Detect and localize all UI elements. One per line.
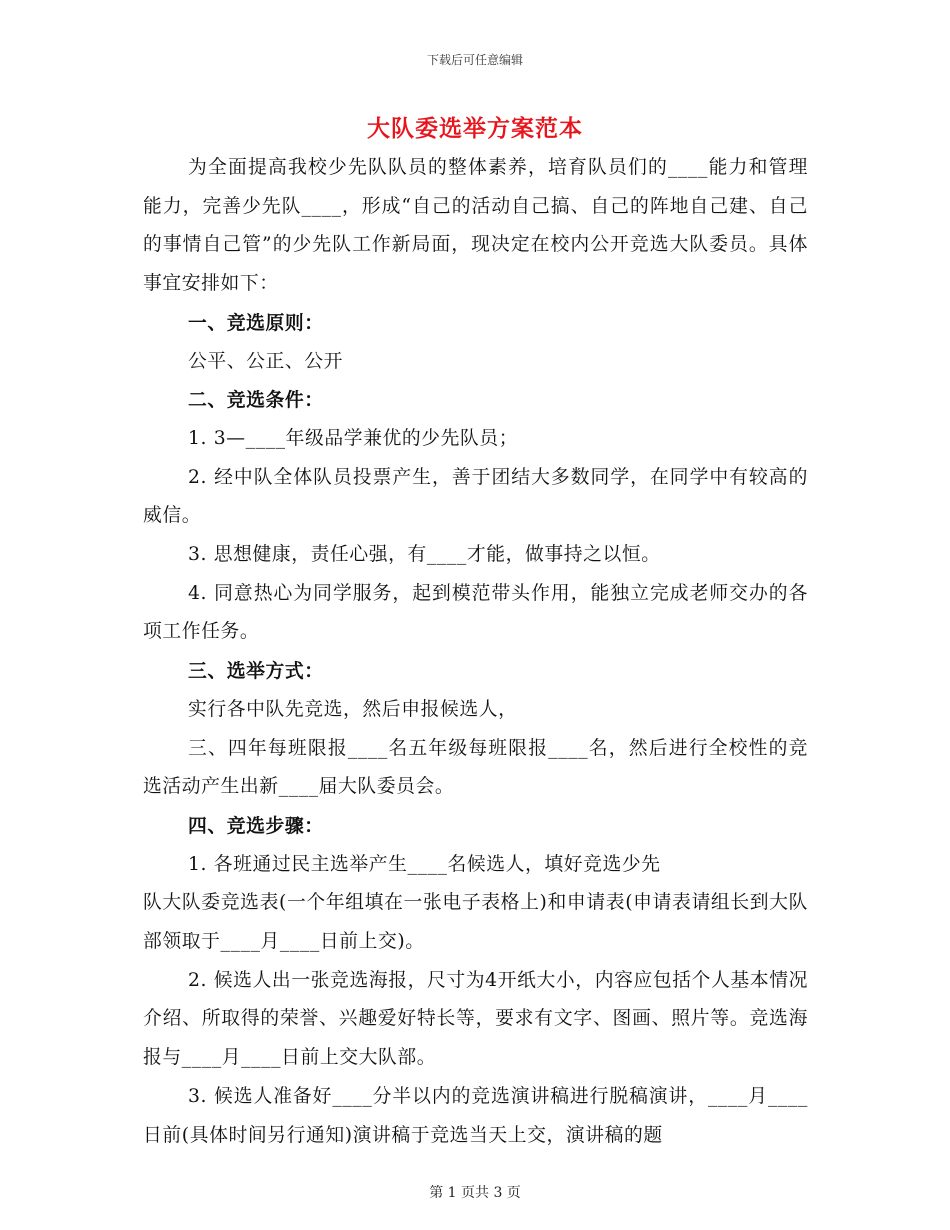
intro-paragraph: 为全面提高我校少先队队员的整体素养，培育队员们的____能力和管理能力，完善少先队____，形成“自己的活动自己搞、自己的阵地自己建、自己的事情自己管”的少先队工作新局面，现决定在校内公开竞选大队委员。具体事宜安排如下： xyxy=(143,157,808,295)
condition-item-2: 2. 经中队全体队员投票产生，善于团结大多数同学，在同学中有较高的威信。 xyxy=(143,466,808,527)
method-paragraph-1: 实行各中队先竞选，然后申报候选人， xyxy=(188,698,518,720)
section-heading-method: 三、选举方式： xyxy=(188,660,324,683)
condition-item-1: 1. 3—____年级品学兼优的少先队员； xyxy=(188,427,519,449)
section-heading-principles: 一、竞选原则： xyxy=(188,311,324,334)
condition-item-3: 3. 思想健康，责任心强，有____才能，做事持之以恒。 xyxy=(188,544,661,566)
principles-text: 公平、公正、公开 xyxy=(188,350,344,372)
step-1-line-1: 1. 各班通过民主选举产生____名候选人，填好竞选少先 xyxy=(188,853,661,875)
condition-item-4: 4. 同意热心为同学服务，起到模范带头作用，能独立完成老师交办的各项工作任务。 xyxy=(143,582,808,643)
document-title: 大队委选举方案范本 xyxy=(367,115,583,142)
document-body xyxy=(143,149,808,1155)
step-1-line-2: 队大队委竞选表(一个年组填在一张电子表格上)和申请表(申请表请组长到大队部领取于____月____日前上交)。 xyxy=(143,892,808,953)
step-3-paragraph: 3. 候选人准备好____分半以内的竞选演讲稿进行脱稿演讲，____月____日前(具体时间另行通知)演讲稿于竞选当天上交，演讲稿的题 xyxy=(143,1085,808,1146)
method-paragraph-2: 三、四年每班限报____名五年级每班限报____名，然后进行全校性的竞选活动产生出新____届大队委员会。 xyxy=(143,737,808,798)
page-footer-number: 第 1 页共 3 页 xyxy=(429,1185,521,1201)
section-heading-conditions: 二、竞选条件： xyxy=(188,389,324,412)
step-2-paragraph: 2. 候选人出一张竞选海报，尺寸为4开纸大小，内容应包括个人基本情况介绍、所取得的荣誉、兴趣爱好特长等，要求有文字、图画、照片等。竞选海报与____月____日前上交大队部。 xyxy=(143,969,808,1069)
page-header-note: 下载后可任意编辑 xyxy=(426,53,523,67)
section-heading-steps: 四、竞选步骤： xyxy=(188,814,324,837)
